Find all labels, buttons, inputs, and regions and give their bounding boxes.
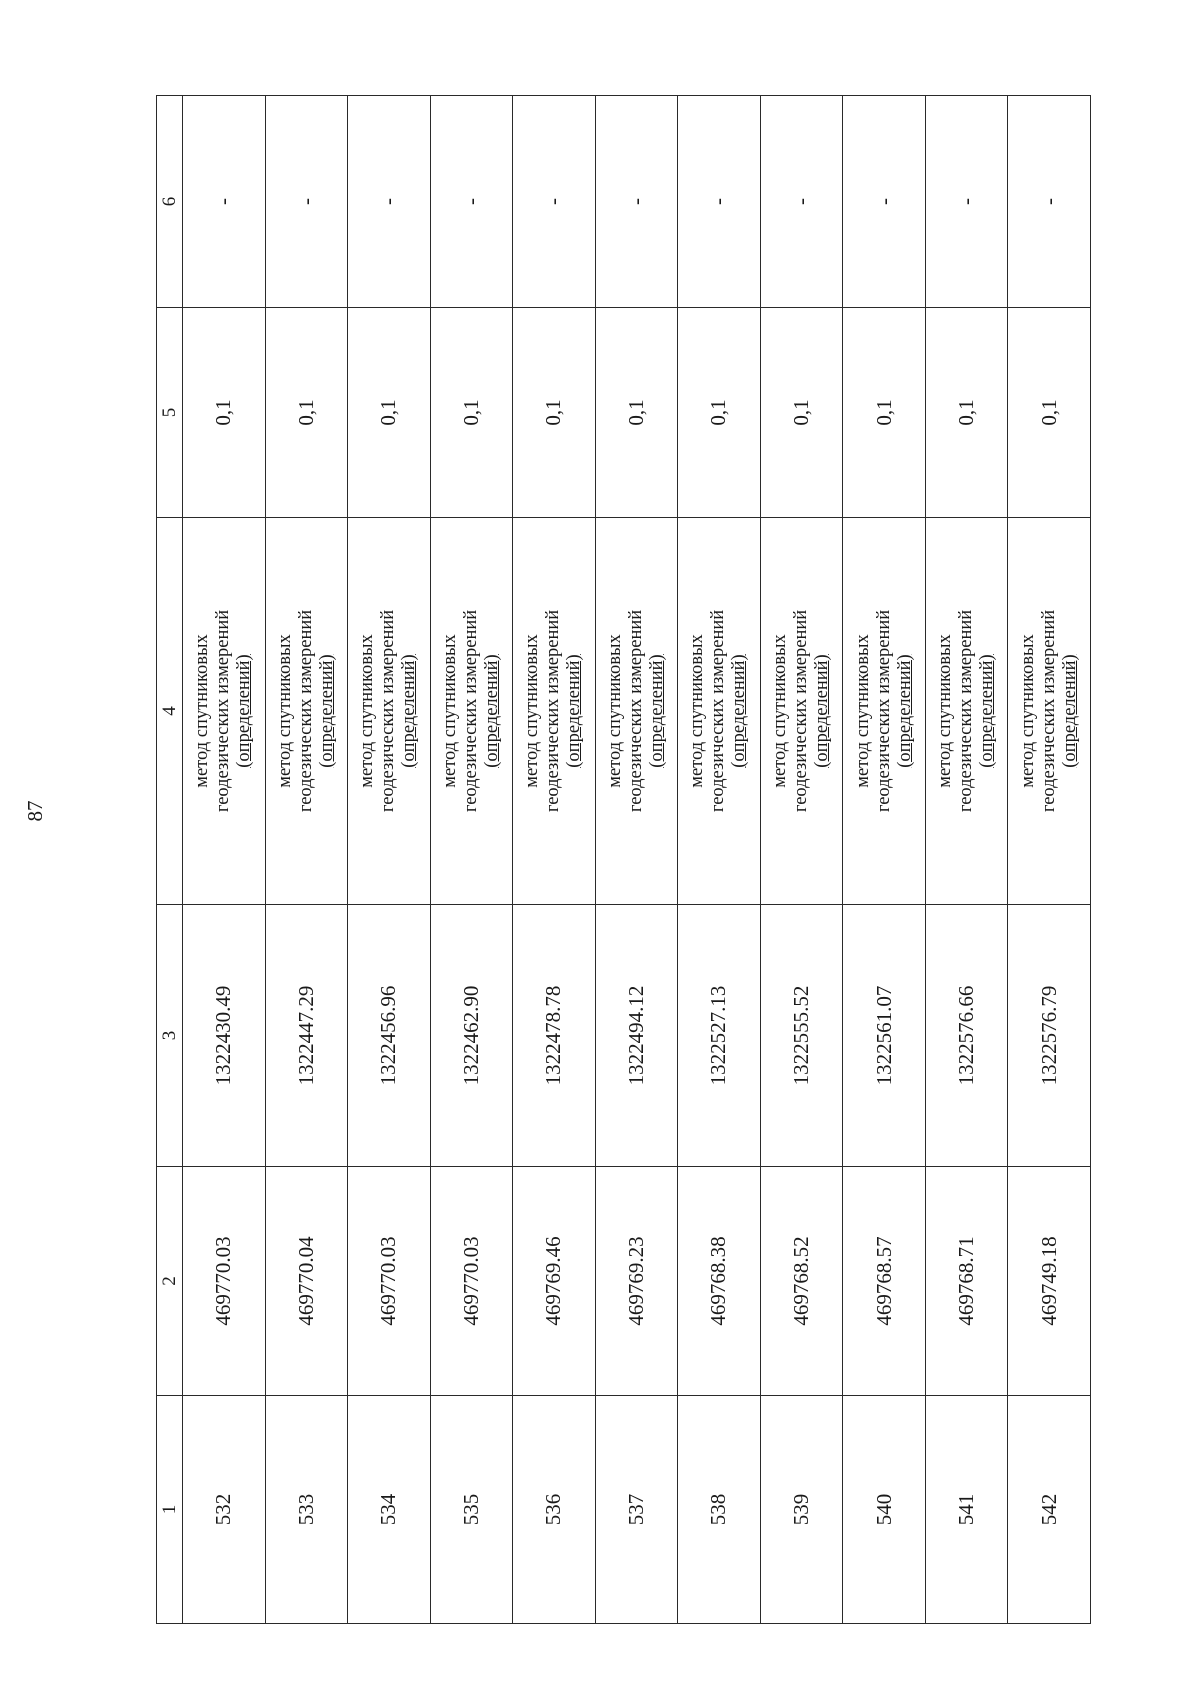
- coordinates-table: [156, 95, 1091, 1624]
- y-coordinate-cell: 1322576.66: [925, 905, 1008, 1167]
- note-cell: -: [348, 96, 431, 308]
- accuracy-cell: 0,1: [183, 308, 266, 518]
- method-line: геодезических измерений: [543, 609, 564, 813]
- method-line: геодезических измерений: [1038, 609, 1059, 813]
- x-coordinate-cell: 469769.23: [595, 1167, 678, 1396]
- note-cell: -: [925, 96, 1008, 308]
- method-line: (определений): [234, 654, 255, 768]
- accuracy-cell: 0,1: [925, 308, 1008, 518]
- method-line: (определений): [481, 654, 502, 768]
- method-cell: [595, 518, 678, 905]
- table-row: [430, 96, 513, 1624]
- accuracy-cell: 0,1: [265, 308, 348, 518]
- method-cell: [843, 518, 926, 905]
- column-header: 3: [157, 905, 183, 1167]
- method-line: геодезических измерений: [213, 609, 234, 813]
- table-row: [760, 96, 843, 1624]
- point-number-cell: 537: [595, 1396, 678, 1624]
- point-number-cell: 540: [843, 1396, 926, 1624]
- note-cell: -: [595, 96, 678, 308]
- method-cell: [265, 518, 348, 905]
- method-line: (определений): [399, 654, 420, 768]
- table-container: [156, 96, 1091, 1624]
- accuracy-cell: 0,1: [843, 308, 926, 518]
- method-line: метод спутниковых: [769, 634, 790, 788]
- method-cell: [348, 518, 431, 905]
- method-line: метод спутниковых: [687, 634, 708, 788]
- method-cell: [513, 518, 596, 905]
- x-coordinate-cell: 469770.03: [183, 1167, 266, 1396]
- x-coordinate-cell: 469749.18: [1008, 1167, 1091, 1396]
- column-number-row: [157, 96, 183, 1624]
- point-number-cell: 532: [183, 1396, 266, 1624]
- method-line: метод спутниковых: [852, 634, 873, 788]
- table-row: [678, 96, 761, 1624]
- method-line: метод спутниковых: [439, 634, 460, 788]
- note-cell: -: [678, 96, 761, 308]
- point-number-cell: 538: [678, 1396, 761, 1624]
- method-cell: [760, 518, 843, 905]
- note-cell: -: [843, 96, 926, 308]
- method-line: метод спутниковых: [192, 634, 213, 788]
- method-line: геодезических измерений: [708, 609, 729, 813]
- table-row: [348, 96, 431, 1624]
- method-line: геодезических измерений: [625, 609, 646, 813]
- table-row: [183, 96, 266, 1624]
- method-line: (определений): [729, 654, 750, 768]
- y-coordinate-cell: 1322462.90: [430, 905, 513, 1167]
- column-header: 1: [157, 1396, 183, 1624]
- y-coordinate-cell: 1322478.78: [513, 905, 596, 1167]
- method-line: метод спутниковых: [522, 634, 543, 788]
- x-coordinate-cell: 469768.57: [843, 1167, 926, 1396]
- table-body: [183, 96, 1091, 1624]
- method-line: (определений): [1059, 654, 1080, 768]
- method-line: метод спутниковых: [935, 634, 956, 788]
- accuracy-cell: 0,1: [513, 308, 596, 518]
- point-number-cell: 533: [265, 1396, 348, 1624]
- note-cell: -: [513, 96, 596, 308]
- y-coordinate-cell: 1322555.52: [760, 905, 843, 1167]
- table-row: [925, 96, 1008, 1624]
- method-line: метод спутниковых: [1017, 634, 1038, 788]
- y-coordinate-cell: 1322527.13: [678, 905, 761, 1167]
- y-coordinate-cell: 1322561.07: [843, 905, 926, 1167]
- accuracy-cell: 0,1: [595, 308, 678, 518]
- point-number-cell: 539: [760, 1396, 843, 1624]
- note-cell: -: [760, 96, 843, 308]
- method-line: (определений): [316, 654, 337, 768]
- method-line: геодезических измерений: [956, 609, 977, 813]
- x-coordinate-cell: 469770.03: [430, 1167, 513, 1396]
- note-cell: -: [265, 96, 348, 308]
- point-number-cell: 534: [348, 1396, 431, 1624]
- x-coordinate-cell: 469770.03: [348, 1167, 431, 1396]
- method-line: метод спутниковых: [357, 634, 378, 788]
- x-coordinate-cell: 469768.52: [760, 1167, 843, 1396]
- method-line: геодезических измерений: [460, 609, 481, 813]
- accuracy-cell: 0,1: [760, 308, 843, 518]
- method-cell: [1008, 518, 1091, 905]
- method-cell: [183, 518, 266, 905]
- table-row: [1008, 96, 1091, 1624]
- method-line: (определений): [564, 654, 585, 768]
- column-header: 6: [157, 96, 183, 308]
- method-line: метод спутниковых: [604, 634, 625, 788]
- x-coordinate-cell: 469768.71: [925, 1167, 1008, 1396]
- method-cell: [430, 518, 513, 905]
- method-line: метод спутниковых: [274, 634, 295, 788]
- point-number-cell: 535: [430, 1396, 513, 1624]
- point-number-cell: 542: [1008, 1396, 1091, 1624]
- method-line: геодезических измерений: [790, 609, 811, 813]
- accuracy-cell: 0,1: [1008, 308, 1091, 518]
- y-coordinate-cell: 1322430.49: [183, 905, 266, 1167]
- column-header: 4: [157, 518, 183, 905]
- x-coordinate-cell: 469770.04: [265, 1167, 348, 1396]
- method-line: (определений): [811, 654, 832, 768]
- method-line: (определений): [646, 654, 667, 768]
- x-coordinate-cell: 469769.46: [513, 1167, 596, 1396]
- note-cell: -: [1008, 96, 1091, 308]
- accuracy-cell: 0,1: [348, 308, 431, 518]
- accuracy-cell: 0,1: [430, 308, 513, 518]
- method-line: геодезических измерений: [378, 609, 399, 813]
- note-cell: -: [183, 96, 266, 308]
- point-number-cell: 541: [925, 1396, 1008, 1624]
- y-coordinate-cell: 1322494.12: [595, 905, 678, 1167]
- table-row: [265, 96, 348, 1624]
- column-header: 2: [157, 1167, 183, 1396]
- table-row: [843, 96, 926, 1624]
- note-cell: -: [430, 96, 513, 308]
- method-line: (определений): [977, 654, 998, 768]
- table-row: [513, 96, 596, 1624]
- x-coordinate-cell: 469768.38: [678, 1167, 761, 1396]
- method-cell: [925, 518, 1008, 905]
- y-coordinate-cell: 1322456.96: [348, 905, 431, 1167]
- method-line: (определений): [894, 654, 915, 768]
- column-header: 5: [157, 308, 183, 518]
- method-line: геодезических измерений: [873, 609, 894, 813]
- method-cell: [678, 518, 761, 905]
- accuracy-cell: 0,1: [678, 308, 761, 518]
- page-number: 87: [22, 800, 47, 822]
- table-row: [595, 96, 678, 1624]
- point-number-cell: 536: [513, 1396, 596, 1624]
- method-line: геодезических измерений: [295, 609, 316, 813]
- y-coordinate-cell: 1322576.79: [1008, 905, 1091, 1167]
- y-coordinate-cell: 1322447.29: [265, 905, 348, 1167]
